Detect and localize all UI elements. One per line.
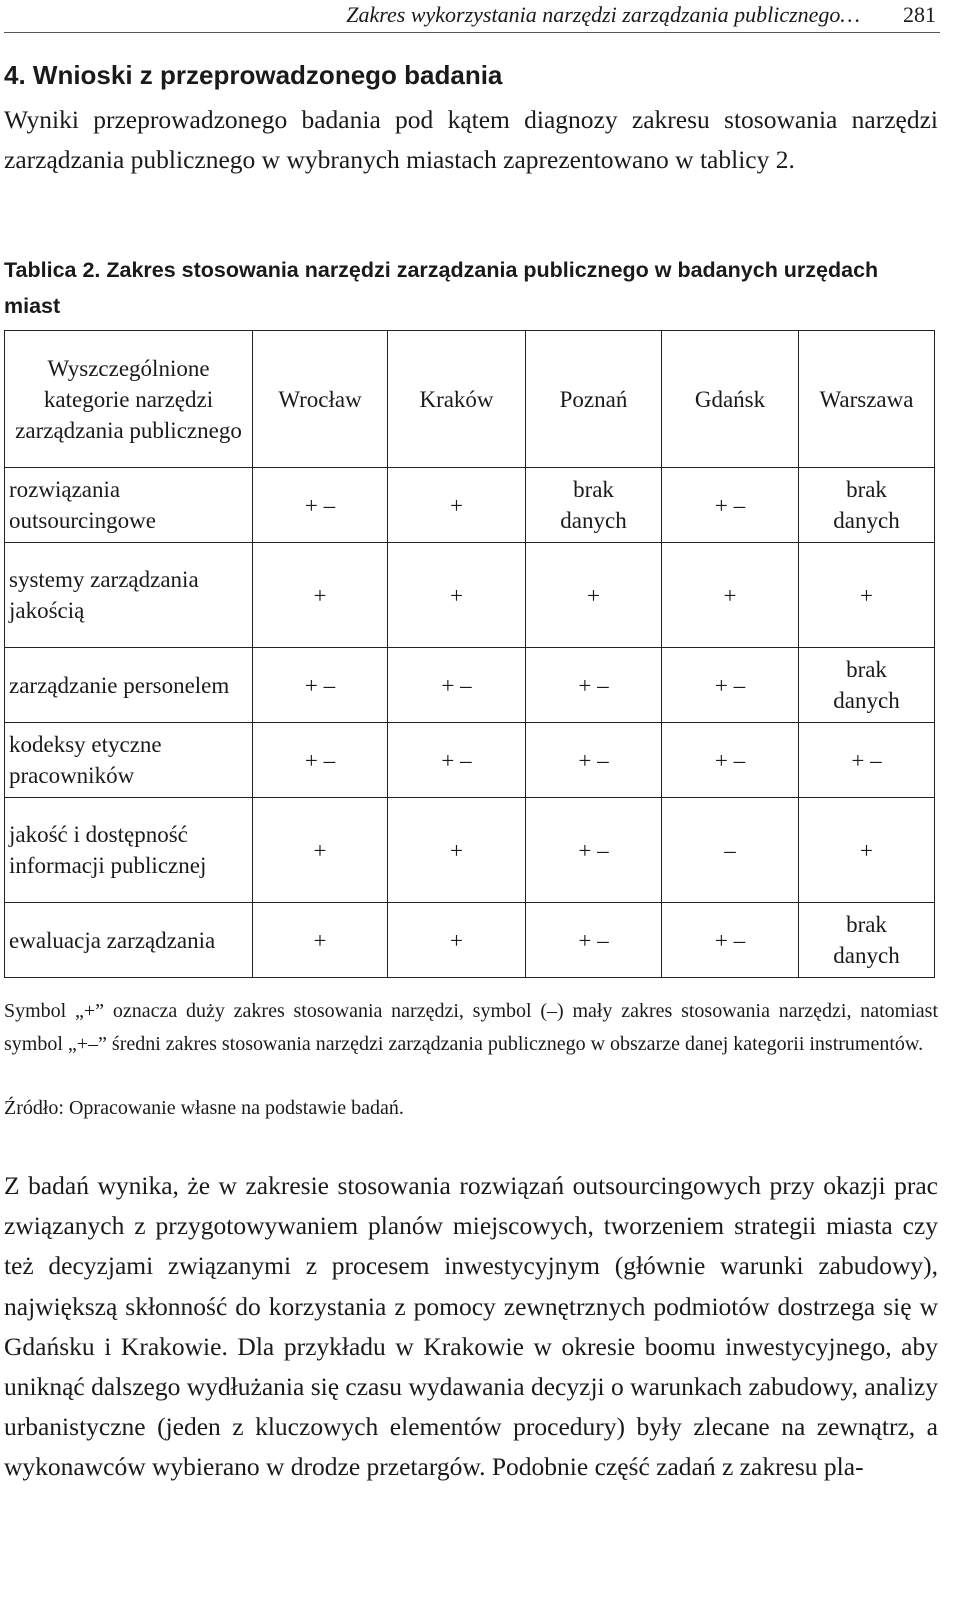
table-cell: + –	[662, 723, 799, 798]
table-cell: + –	[662, 468, 799, 543]
table-cell: + –	[799, 723, 935, 798]
table-cell: –	[662, 798, 799, 903]
table-cell: + –	[662, 903, 799, 978]
header-city: Wrocław	[253, 331, 388, 468]
body-paragraph: Z badań wynika, że w zakresie stosowania rozwiązań outsourcingowych przy okazji prac związanych z przygotowywaniem planów miejscowych, tworzeniem strategii miasta czy też decyzjami związanymi z procesem inwestycyjnym (głównie warunki zabudowy), największą skłonność do korzystania z pomocy zewnętrznych podmiotów dostrzega się w Gdańsku i Krakowie. Dla przykładu w Krakowie w okresie boomu inwestycyjnego, aby uniknąć dalszego wydłużania się czasu wydawania decyzji o warunkach zabudowy, analizy urbanistyczne (jeden z kluczowych elementów procedury) były zlecane na zewnątrz, a wykonawców wybierano w drodze przetargów. Podobnie część zadań z zakresu pla-	[4, 1171, 938, 1482]
header-city: Gdańsk	[662, 331, 799, 468]
table-cell: + –	[253, 723, 388, 798]
table-row	[5, 543, 935, 648]
row-category: kodeksy etyczne pracowników	[5, 723, 253, 798]
header-category: Wyszczególnione kategorie narzędzi zarządzania publicznego	[5, 331, 253, 468]
table-cell: +	[799, 543, 935, 648]
table-cell: +	[662, 543, 799, 648]
section-heading: 4. Wnioski z przeprowadzonego badania	[4, 60, 503, 90]
header-city: Poznań	[526, 331, 662, 468]
header-city: Kraków	[388, 331, 526, 468]
table-cell: + –	[526, 798, 662, 903]
table-cell: brak danych	[799, 468, 935, 543]
table-cell: brak danych	[526, 468, 662, 543]
table-cell: +	[253, 543, 388, 648]
table-cell: + –	[526, 723, 662, 798]
table-source: Źródło: Opracowanie własne na podstawie badań.	[4, 1097, 404, 1119]
table-cell: +	[253, 903, 388, 978]
table-cell: +	[388, 468, 526, 543]
table-cell: +	[799, 798, 935, 903]
table-cell: +	[526, 543, 662, 648]
table-cell: + –	[526, 903, 662, 978]
intro-paragraph: Wyniki przeprowadzonego badania pod kątem diagnozy zakresu stosowania narzędzi zarządzania publicznego w wybranych miastach zaprezentowano w tablicy 2.	[4, 105, 938, 174]
table-cell: +	[388, 903, 526, 978]
table-caption: Tablica 2. Zakres stosowania narzędzi zarządzania publicznego w badanych urzędach miast	[4, 258, 879, 318]
table-row	[5, 723, 935, 798]
table-cell: + –	[253, 648, 388, 723]
row-category: ewaluacja zarządzania	[5, 903, 253, 978]
table-cell: +	[388, 798, 526, 903]
table-cell: + –	[253, 468, 388, 543]
table-cell: +	[388, 543, 526, 648]
header-city: Warszawa	[799, 331, 935, 468]
table-header-row	[5, 331, 935, 468]
table-note: Symbol „+” oznacza duży zakres stosowania narzędzi, symbol (–) mały zakres stosowania narzędzi, natomiast symbol „+–” średni zakres stosowania narzędzi zarządzania publicznego w obszarze danej kategorii instrumentów.	[4, 1000, 938, 1055]
table-cell: brak danych	[799, 903, 935, 978]
table-cell: +	[253, 798, 388, 903]
table-cell: + –	[662, 648, 799, 723]
table-cell: + –	[388, 648, 526, 723]
table-cell: + –	[526, 648, 662, 723]
page-number: 281	[903, 2, 936, 27]
table-row	[5, 648, 935, 723]
row-category: rozwiązania outsourcingowe	[5, 468, 253, 543]
running-head-title: Zakres wykorzystania narzędzi zarządzania publicznego…	[346, 2, 860, 27]
table-row	[5, 798, 935, 903]
usage-table	[4, 330, 935, 978]
table-cell: + –	[388, 723, 526, 798]
row-category: jakość i dostępność informacji publicznej	[5, 798, 253, 903]
table-row	[5, 903, 935, 978]
running-head	[4, 0, 940, 33]
table-row	[5, 468, 935, 543]
row-category: zarządzanie personelem	[5, 648, 253, 723]
table-cell: brak danych	[799, 648, 935, 723]
row-category: systemy zarządzania jakością	[5, 543, 253, 648]
